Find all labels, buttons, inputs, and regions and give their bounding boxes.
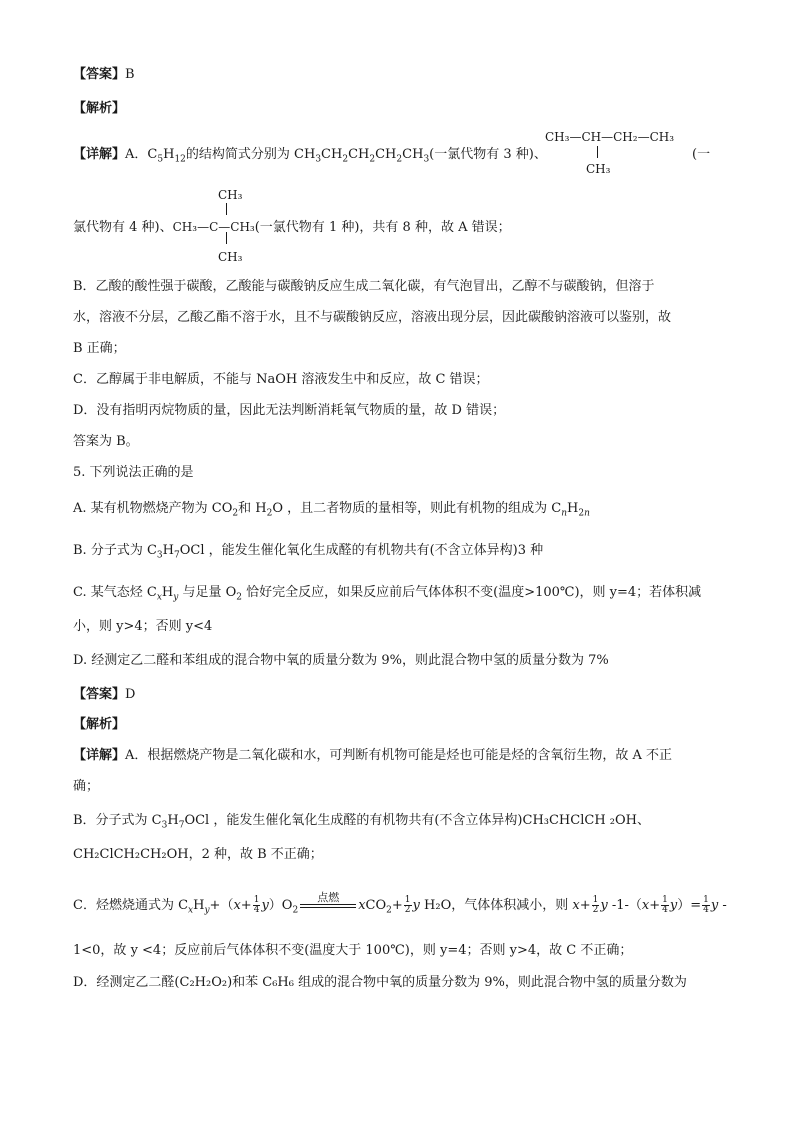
- ch3-branch: CH₃: [586, 162, 611, 176]
- detail-b-line2: 水，溶液不分层，乙酸乙酯不溶于水，且不与碳酸钠反应，溶液出现分层，因此碳酸钠溶液可以鉴别，故: [73, 310, 672, 325]
- text: H₂O，气体体积减小，则: [424, 898, 573, 913]
- ch2-group: CH₂: [613, 130, 638, 144]
- detail-b-line1: B．乙酸的酸性强于碳酸，乙酸能与碳酸钠反应生成二氧化碳，有气泡冒出，乙醇不与碳酸钠，但溶于: [73, 279, 655, 294]
- text: A．C: [125, 147, 158, 162]
- text: 的结构简式分别为 CH: [185, 147, 316, 162]
- ch3-group: CH₃: [172, 220, 198, 234]
- bond-line: [226, 203, 227, 215]
- explain-a-line1: [73, 747, 672, 765]
- text: (一: [692, 147, 711, 162]
- ch-group: CH: [581, 130, 602, 144]
- ch3-group: CH₃: [545, 130, 570, 144]
- option-a: A. 某有机物燃烧产物为 $CO_2$和 $H_2O$ ，且二者物质的量相等，则此有机物的组成为 $C_nH_{2n}$: [73, 501, 590, 519]
- explain-c-line2: 1<0，故 y <4；反应前后气体体积不变(温度大于 100℃)，则 y=4；否则 y>4，故 C 不正确；: [73, 943, 633, 958]
- text: B．分子式为 C: [73, 813, 162, 828]
- text: 和 H: [238, 501, 267, 516]
- reaction-arrow: [300, 892, 356, 908]
- text: C. 某气态烃 C: [73, 585, 157, 600]
- answer-label: 【答案】: [73, 67, 126, 82]
- answer-line-q5: [73, 686, 135, 704]
- explain-b-line2: CH₂ClCH₂CH₂OH，2 种，故 B 不正确；: [73, 847, 323, 862]
- ch3-top: CH₃: [218, 188, 243, 202]
- ch3-bottom: CH₃: [218, 250, 243, 264]
- detail-b-line3: B 正确；: [73, 341, 126, 356]
- isopentane-formula: CH₃—CH—CH₂—CH₃: [545, 130, 675, 144]
- detail-label: 【详解】: [73, 748, 126, 763]
- detail-d-line: D．没有指明丙烷物质的量，因此无法判断消耗氧气物质的量，故 D 错误；: [73, 403, 506, 418]
- explain-b-line1: B．分子式为 $C_3H_7OCl$ ，能发生催化氧化生成醛的有机物共有(不含立体异构)CH₃CHClCH ₂OH、: [73, 813, 650, 831]
- text: A．根据燃烧产物是二氧化碳和水，可判断有机物可能是烃也可能是烃的含氧衍生物，故 A 不正: [125, 748, 673, 763]
- c-atom: C: [209, 220, 219, 234]
- answer-value: D: [125, 687, 136, 702]
- analysis-label: 【解析】: [73, 101, 126, 116]
- text: B. 分子式为 C: [73, 543, 157, 558]
- text: OCl ，能发生催化氧化生成醛的有机物共有(不含立体异构)CH₃CHClCH ₂OH、: [184, 813, 650, 828]
- ch3-group: CH₃: [649, 130, 675, 144]
- answer-label: 【答案】: [73, 687, 126, 702]
- text: 恰好完全反应，如果反应前后气体体积不变(温度>100℃)，则 y=4；若体积减: [242, 585, 702, 600]
- explain-a-line2: 确；: [73, 779, 100, 794]
- text: A. 某有机物燃烧产物为 CO: [73, 501, 233, 516]
- text: 与足量 O: [178, 585, 237, 600]
- text: O ，且二者物质的量相等，则此有机物的组成为 C: [272, 501, 562, 516]
- analysis-label: 【解析】: [73, 717, 126, 732]
- option-d: D. 经测定乙二醛和苯组成的混合物中氧的质量分数为 9%，则此混合物中氢的质量分数为 7%: [73, 653, 609, 668]
- explain-d-line: D．经测定乙二醛(C₂H₂O₂)和苯 C₆H₆ 组成的混合物中氧的质量分数为 9%，则此混合物中氢的质量分数为: [73, 975, 687, 990]
- conclusion-line: 答案为 B。: [73, 434, 139, 449]
- bond-line: [597, 146, 598, 158]
- ch3-group: CH₃: [230, 220, 255, 234]
- text: C．烃燃烧通式为 C: [73, 898, 189, 913]
- answer-line-q4: [73, 66, 135, 84]
- question-stem: 5. 下列说法正确的是: [73, 465, 194, 480]
- detail-a-line1: 【详解】A．$C_5H_{12}$的结构简式分别为 $CH_3CH_2CH_2CH_2CH_3$(一氯代物有 3 种)、: [73, 147, 547, 165]
- reaction-condition: 点燃: [317, 890, 340, 904]
- detail-a-line2: 氯代物有 4 种)、CH₃—C—CH₃(一氯代物有 1 种)，共有 8 种，故 A 错误；: [73, 220, 511, 235]
- detail-c-line: C．乙醇属于非电解质，不能与 NaOH 溶液发生中和反应，故 C 错误；: [73, 372, 489, 387]
- answer-value: B: [125, 67, 135, 82]
- option-b: B. 分子式为 $C_3H_7OCl$ ，能发生催化氧化生成醛的有机物共有(不含立体异构)3 种: [73, 543, 544, 561]
- text: (一氯代物有 3 种)、: [429, 147, 547, 162]
- option-c-line2: 小，则 y>4；否则 y<4: [73, 619, 213, 634]
- option-c-line1: C. 某气态烃 $C_xH_y$ 与足量 $O_2$ 恰好完全反应，如果反应前后气体体积不变(温度>100℃)，则 y=4；若体积减: [73, 585, 702, 603]
- text: OCl ，能发生催化氧化生成醛的有机物共有(不含立体异构)3 种: [179, 543, 544, 558]
- explain-c-line1: C．烃燃烧通式为 $C_xH_y+(x+$ $\frac{1}{4}$ $y)O_2$ 点燃 xCO$_2$+ $\frac{1}{2}$ y H₂O，气体体积减小，则 x+ $\frac{1}{2}$ y -1-（x+ $\frac{1}{4}$ y）= $\frac{1}{4}$ y -: [73, 890, 727, 916]
- text: 氯代物有 4 种)、: [73, 220, 173, 235]
- text: (一氯代物有 1 种)，共有 8 种，故 A 错误；: [254, 220, 511, 235]
- detail-label: 【详解】: [73, 147, 126, 162]
